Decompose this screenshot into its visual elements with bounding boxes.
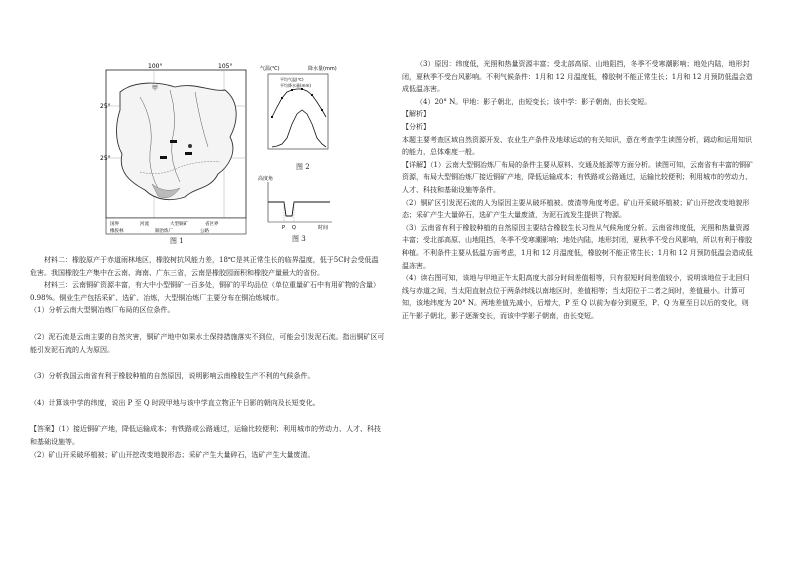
climate-caption: 图 2 [296,163,310,171]
material-2: 材料二：橡胶原产于赤道雨林地区，橡胶树抗风能力差，18℃是其正常生长的临界温度，低于5C时会受低温危害。我国橡胶生产集中在云南、海南、广东三省，云南是橡胶园面积和橡胶产量最大的省份。 [30,256,379,277]
legend-guojie: 国界 [110,222,119,227]
legend-xiangjiao: 橡胶林 [110,229,124,234]
question-4: （4）计算该中学的纬度，说出 P 至 Q 时段甲地与该中学直立物正午日影的朝向及长短变化。 [30,398,320,407]
climate-legend-precip: 平均降水量(mm) [280,83,311,88]
climate-legend-temp: 平均气温(℃) [280,77,304,82]
height-label-time: 时间 [318,225,329,231]
climate-chart [260,62,340,162]
map-lon-left: 100° [148,63,163,70]
analysis-subheading: 【分析】 [402,122,430,131]
figures-area [100,62,340,248]
map-lat-bottom: 25° [100,155,111,162]
detail-3: （3）云南省有利于橡胶种植的自然原因主要结合橡胶生长习性从气候角度分析。云南省纬度低，光照和热量资源丰富；受北部高原、山地阻挡，冬季不受寒潮影响；地处内陆，地形封闭，夏秋季不受台风影响，所以有利于橡胶种植。不利条件主要从低温方面考虑，1月和 12 月温度低，橡胶树不能正常生长；1月和 12 月预防低温会造成低温冻害。 [402,223,753,270]
legend-gonglu: 公路 [200,229,209,234]
detail-2: （2）铜矿区引发泥石流的人为原因主要从破坏植被、废渣等角度考虑。矿山开采破坏植被；矿山开挖改变地貌形态；采矿产生大量碎石，选矿产生大量废渣，为泥石流发生提供了物源。 [402,198,750,220]
map-caption: 图 1 [170,237,184,245]
height-chart [258,174,338,234]
height-label-q: Q [292,225,296,231]
detail-1: 【详解】（1）云南大型铜冶炼厂布局的条件主要从原料、交通及能源等方面分析。读图可知，云南省有丰富的铜矿资源，布局大型铜冶炼厂接近铜矿产地，降低运输成本；有铁路或公路通过，运输比较便利；利用城市的劳动力、人才、科技和基础设施等条件。 [402,160,753,194]
legend-shengqujie: 省区界 [205,222,219,227]
analysis-heading: 【解析】 [402,110,430,119]
material-3: 材料三：云南铜矿资源丰富，有大中小型铜矿一百多处，铜矿的平均品位（单位重量矿石中有用矿物的含量）0.98%。铜业生产包括采矿、选矿、冶炼，大型铜冶炼厂主要分布在铜冶炼城市。 [30,281,380,302]
answer-2: （2）矿山开采破坏植被；矿山开挖改变地貌形态；采矿产生大量碎石，选矿产生大量废渣。 [30,450,315,459]
legend-heliu: 河流 [140,222,149,227]
question-1: （1）分析云南大型铜冶炼厂布局的区位条件。 [30,306,175,315]
question-3: （3）分析我国云南省有利于橡胶种植的自然原因，说明影响云南橡胶生产不利的气候条件。 [30,372,315,381]
analysis-summary: 本题主要考查区域自然资源开发、农业生产条件及地球运动的有关知识，意在考查学生读图分析，调动和运用知识的能力，总体难度一般。 [402,135,752,157]
question-2: （2）泥石流是云南主要的自然灾害，铜矿产地中如果水土保持措施落实不到位，可能会引发泥石流。指出铜矿区可能引发泥石流的人为原因。 [30,332,385,354]
height-label-p: P [282,225,286,231]
map-lon-right: 105° [218,63,233,70]
map-lat-top: 25° [100,103,111,110]
left-column [30,254,385,461]
legend-tongkuang: 大型铜矿 [170,222,188,227]
height-y-label: 高度角 [258,176,274,182]
right-column [402,58,754,322]
detail-4: （4）读右图可知，该地与甲地正午太阳高度大部分时间差值相等，只有很短时间差值较小，说明该地位于北回归线与赤道之间，当太阳直射点位于两条纬线以南地区时，差值相等；当太阳位于二者之间时，差值最小。计算可知，该地纬度为 20° N。两地差值先减小，后增大，P 至 Q 以前为春分到夏至，P、Q 为夏至日以后的变化，则正午影子朝北，影子逐渐变长，而该中学影子朝南，由长变短。 [402,274,750,320]
height-caption: 图 3 [292,235,306,243]
yunnan-map [100,62,250,237]
climate-y-label: 气温(℃) [260,66,280,72]
answer-4: （4）20° N。甲地：影子朝北，由短变长；该中学：影子朝南，由长变短。 [416,97,652,106]
answer-1: 【答案】（1）接近铜矿产地，降低运输成本；有铁路或公路通过，运输比较便利；利用城市的劳动力、人才、科技和基础设施等。 [30,425,381,446]
answer-3: （3）原因：纬度低，光照和热量资源丰富；受北部高原、山地阻挡，冬季不受寒潮影响；地处内陆，地形封闭，夏秋季不受台风影响。不利气候条件：1月和 12 月温度低，橡胶树不能正常生长；1月和 12 月预防低温会造成低温冻害。 [402,60,753,94]
climate-y-right-label: 降水量(mm) [308,66,337,72]
map-marker-jia: 甲 [152,85,159,92]
legend-yelianchang: 铜冶炼厂 [155,229,173,234]
